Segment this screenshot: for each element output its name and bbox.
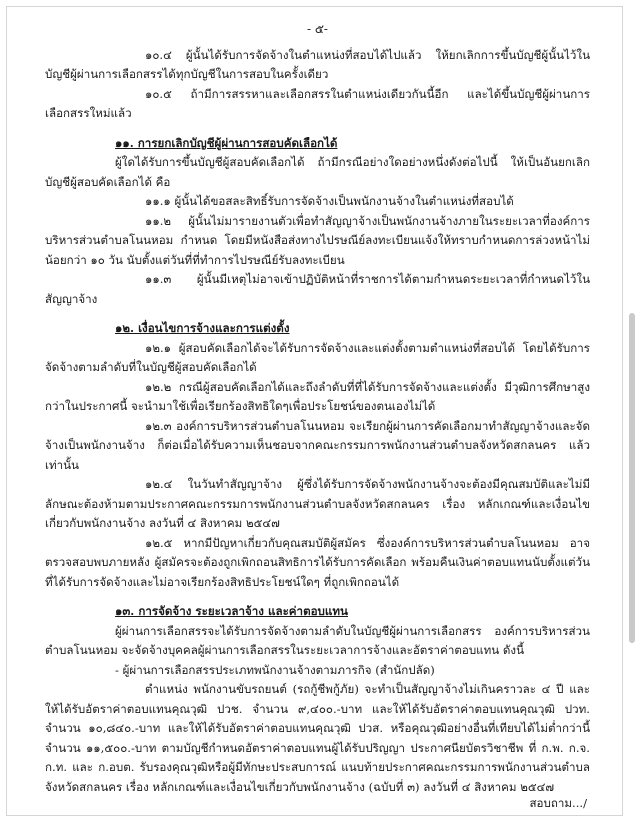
scrollbar[interactable] bbox=[627, 8, 637, 812]
paragraph-10-5: ๑๐.๕ ถ้ามีการสรรหาและเลือกสรรในตำแหน่งเดียวกันนี้อีก และได้ขึ้นบัญชีผู้ผ่านการเลือกสรรใหม่แล้ว bbox=[45, 86, 590, 120]
paragraph-12-4: ๑๒.๔ ในวันทำสัญญาจ้าง ผู้ซึ่งได้รับการจัดจ้างพนักงานจ้างจะต้องมีคุณสมบัติและไม่มีลักษณะต้องห้ามตามประกาศคณะกรรมการพนักงานส่วนตำบลจังหวัดสกลนคร เรื่อง หลักเกณฑ์และเงื่อนไขเกี่ยวกับพนักงานจ้าง ลงวันที่ ๔ สิงหาคม ๒๕๔๗ bbox=[45, 477, 590, 530]
section-13-intro: ผู้ผ่านการเลือกสรรจะได้รับการจัดจ้างตามลำดับในบัญชีผู้ผ่านการเลือกสรร องค์การบริหารส่วนตำบลโนนหอม จะจัดจ้างบุคคลผู้ผ่านการเลือกสรรในระยะเวลาการจ้างและอัตราค่าตอบแทน ดังนี้ bbox=[45, 623, 590, 657]
paragraph-10-4: ๑๐.๔ ผู้นั้นได้รับการจัดจ้างในตำแหน่งที่สอบได้ไปแล้ว ให้ยกเลิกการขึ้นบัญชีผู้นั้นไว้ในบัญชีผู้ผ่านการเลือกสรรได้ทุกบัญชีในการสอบในครั้งเดียว bbox=[45, 47, 590, 81]
section-12-heading: ๑๒. เงื่อนไขการจ้างและการแต่งตั้ง bbox=[115, 321, 290, 335]
section-13-heading: ๑๓. การจัดจ้าง ระยะเวลาจ้าง และค่าตอบแทน bbox=[115, 604, 348, 618]
paragraph-11-2: ๑๑.๒ ผู้นั้นไม่มารายงานตัวเพื่อทำสัญญาจ้างเป็นพนักงานจ้างภายในระยะเวลาที่องค์การบริหารส่วนตำบลโนนหอม กำหนด โดยมีหนังสือส่งทางไปรษณีย์ลงทะเบียนแจ้งให้ทราบกำหนดการล่วงหน้าไม่น้อยกว่า ๑๐ วัน นับตั้งแต่วันที่ที่ทำการไปรษณีย์รับลงทะเบียน bbox=[45, 213, 590, 267]
section-11-heading: ๑๑. การยกเลิกบัญชีผู้ผ่านการสอบคัดเลือกได้ bbox=[115, 135, 338, 150]
continuation-note: สอบถาม.../ bbox=[529, 796, 587, 810]
paragraph-12-3: ๑๒.๓ องค์การบริหารส่วนตำบลโนนหอม จะเรียกผู้ผ่านการคัดเลือกมาทำสัญญาจ้างและจัดจ้างเป็นพนักงานจ้าง ก็ต่อเมื่อได้รับความเห็นชอบจากคณะกรรมการพนักงานส่วนตำบลจังหวัดสกลนคร แล้วเท่านั้น bbox=[45, 418, 590, 472]
scrollbar-thumb[interactable] bbox=[629, 313, 635, 643]
paragraph-12-1: ๑๒.๑ ผู้สอบคัดเลือกได้จะได้รับการจัดจ้างและแต่งตั้งตามตำแหน่งที่สอบได้ โดยได้รับการจัดจ้างตามลำดับที่ในบัญชีผู้สอบคัดเลือกได้ bbox=[45, 340, 590, 374]
paragraph-11-1: ๑๑.๑ ผู้นั้นได้ขอสละสิทธิ์รับการจัดจ้างเป็นพนักงานจ้างในตำแหน่งที่สอบได้ bbox=[145, 194, 514, 208]
section-13-body: ตำแหน่ง พนักงานขับรถยนต์ (รถกู้ชีพกู้ภัย) จะทำเป็นสัญญาจ้างไม่เกินคราวละ ๔ ปี และให้ได้รับอัตราค่าตอบแทนคุณวุฒิ ปวช. จำนวน ๙,๔๐๐.-บาท และให้ได้รับอัตราค่าตอบแทนคุณวุฒิ ปวท. จำนวน ๑๐,๘๔๐.-บาท และให้ได้รับอัตราค่าตอบแทนคุณวุฒิ ปวส. หรือคุณวุฒิอย่างอื่นที่เทียบได้ไม่ต่ำกว่านี้ จำนวน ๑๑,๕๐๐.-บาท ตามบัญชีกำหนดอัตราค่าตอบแทนผู้ได้รับปริญญา ประกาศนียบัตรวิชาชีพ ที่ ก.พ. ก.จ. ก.ท. และ ก.อบต. รับรองคุณวุฒิหรือผู้มีทักษะประสบการณ์ แนบท้ายประกาศคณะกรรมการพนักงานส่วนตำบลจังหวัดสกลนคร เรื่อง หลักเกณฑ์และเงื่อนไขเกี่ยวกับพนักงานจ้าง (ฉบับที่ ๓) ลงวันที่ ๔ สิงหาคม ๒๕๔๗ bbox=[45, 682, 590, 794]
document-page bbox=[45, 20, 590, 797]
page-number: - ๕- bbox=[306, 22, 328, 36]
paragraph-11-3: ๑๑.๓ ผู้นั้นมีเหตุไม่อาจเข้าปฏิบัติหน้าที่ราชการได้ตามกำหนดระยะเวลาที่กำหนดไว้ในสัญญาจ้าง bbox=[45, 272, 590, 306]
section-11-intro: ผู้ใดได้รับการขึ้นบัญชีผู้สอบคัดเลือกได้ ถ้ามีกรณีอย่างใดอย่างหนึ่งดังต่อไปนี้ ให้เป็นอันยกเลิกบัญชีผู้สอบคัดเลือกได้ คือ bbox=[45, 155, 590, 189]
paragraph-12-5: ๑๒.๕ หากมีปัญหาเกี่ยวกับคุณสมบัติผู้สมัคร ซึ่งองค์การบริหารส่วนตำบลโนนหอม อาจตรวจสอบพบภายหลัง ผู้สมัครจะต้องถูกเพิกถอนสิทธิการได้รับการคัดเลือก พร้อมคืนเงินค่าตอบแทนนับตั้งแต่วันที่ได้รับการจัดจ้างและไม่อาจเรียกร้องสิทธิประโยชน์ใดๆ ที่ถูกเพิกถอนได้ bbox=[45, 535, 590, 589]
paragraph-12-2: ๑๒.๒ กรณีผู้สอบคัดเลือกได้และถึงลำดับที่ที่ได้รับการจัดจ้างและแต่งตั้ง มีวุฒิการศึกษาสูงกว่าในประกาศนี้ จะนำมาใช้เพื่อเรียกร้องสิทธิใดๆเพื่อประโยชน์ของตนเองไม่ได้ bbox=[45, 379, 590, 413]
section-13-subhead: - ผู้ผ่านการเลือกสรรประเภทพนักงานจ้างตามภารกิจ (สำนักปลัด) bbox=[115, 662, 435, 677]
